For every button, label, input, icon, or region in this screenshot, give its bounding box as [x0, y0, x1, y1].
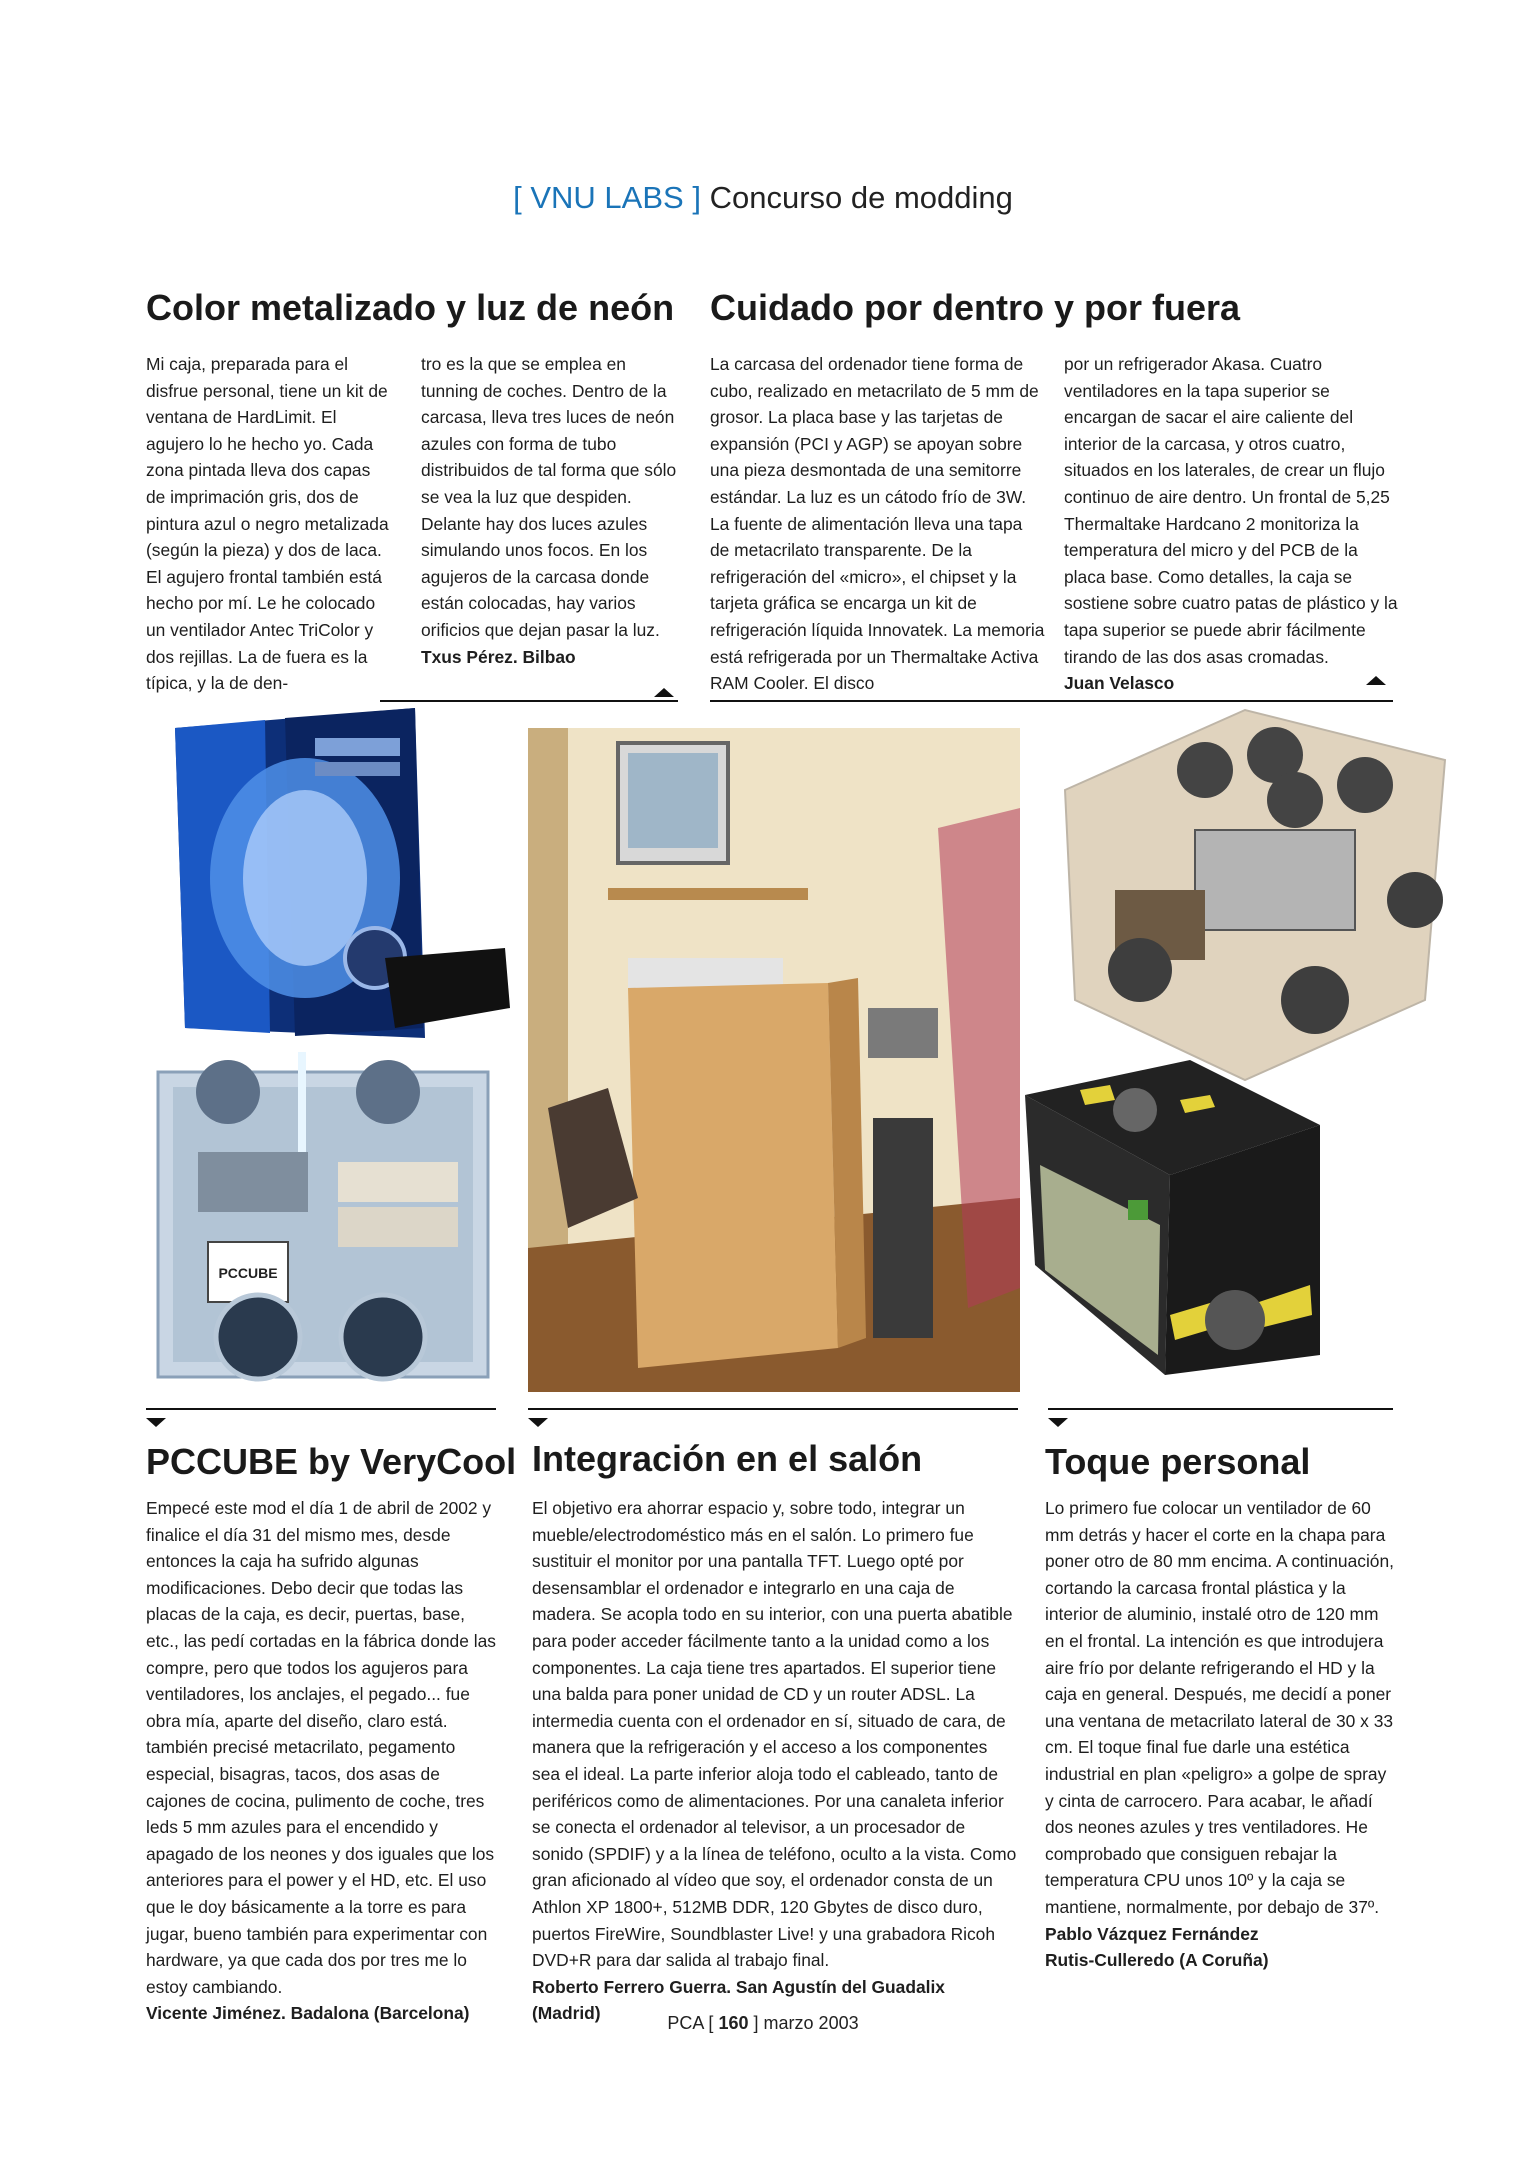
article-title-toque: Toque personal: [1045, 1441, 1311, 1482]
article-toque-text: Lo primero fue colocar un ventilador de 60 mm detrás y hacer el corte en la chapa para poner otro de 80 mm encima. A continuación, cortando la carcasa frontal plástica y la interior de aluminio, instalé otro de 120 mm en el frontal. La intención es que introdujera aire frío por delante refrigerando el HD y la caja en general. Después, me decidí a poner una ventana de metacrilato lateral de 30 x 33 cm. El toque final fue darle una estética industrial en plan «peligro» a golpe de spray y cinta de carrocero. Para acabar, le añadí dos neones azules y tres ventiladores. He comprobado que consiguen rebajar la temperatura CPU unos 10º y la caja se mantiene, normalmente, por debajo de 37º.: [1045, 1498, 1394, 1917]
article-pccube-text: Empecé este mod el día 1 de abril de 2002 y finalice el día 31 del mismo mes, desde entonces la caja ha sufrido algunas modificaciones. Debo decir que todas las placas de la caja, es decir, puertas, base, etc., las pedí cortadas en la fábrica donde las compre, pero que todos los agujeros para ventiladores, los anclajes, el pegado... fue obra mía, aparte del diseño, claro está. también precisé metacrilato, pegamento especial, bisagras, tacos, dos asas de cajones de cocina, pulimento de coche, tres leds 5 mm azules para el encendido y apagado de los neones y dos iguales que los anteriores para el power y el HD, etc. El uso que le doy básicamente a la torre es para jugar, bueno también para experimentar con hardware, ya que cada dos por tres me lo estoy cambiando.: [146, 1498, 496, 1997]
article-cuidado-col2: [1064, 351, 1399, 697]
article-color-text1: Mi caja, preparada para el disfrue personal, tiene un kit de ventana de HardLimit. El agujero lo he hecho yo. Cada zona pintada lleva dos capas de imprimación gris, dos de pintura azul o negro metalizada (según la pieza) y dos de laca. El agujero frontal también está hecho por mí. Le he colocado un ventilador Antec TriColor y dos rejillas. La de fuera es la típica, y la de den-: [146, 354, 389, 694]
triangle-up-icon: [654, 688, 674, 697]
article-salon-text: El objetivo era ahorrar espacio y, sobre todo, integrar un mueble/electrodoméstico más en el salón. Lo primero fue sustituir el monitor por una pantalla TFT. Luego opté por desensamblar el ordenador e integrarlo en una caja de madera. Se acopla todo en su interior, con una puerta abatible para poder acceder fácilmente tanto a la unidad como a los componentes. La caja tiene tres apartados. El superior tiene una balda para poner unidad de CD y un router ADSL. La intermedia cuenta con el ordenador en sí, situado de cara, de manera que la refrigeración y el acceso a los componentes sea el ideal. La parte inferior aloja todo el cableado, tanto de periféricos como de alimentaciones. Por una canaleta inferior se conecta el ordenador al televisor, a un procesador de sonido (SPDIF) y a la línea de teléfono, oculto a la vista. Como gran aficionado al vídeo que soy, el ordenador consta de un Athlon XP 1800+, 512MB DDR, 120 Gbytes de disco duro, puertos FireWire, Soundblaster Live! y una grabadora Ricoh DVD+R para dar salida al trabajo final.: [532, 1498, 1017, 1971]
blue-case-illustration: [155, 708, 515, 1048]
section-topic: Concurso de modding: [709, 180, 1013, 215]
photo-acrylic-cube: [1045, 700, 1475, 1090]
footer-page-number: 160: [718, 2013, 749, 2033]
article-color-text2: tro es la que se emplea en tunning de coches. Dentro de la carcasa, lleva tres luces de neón azules con forma de tubo distribuidos de tal forma que sólo se vea la luz que despiden. Delante hay dos luces azules simulando unos focos. En los agujeros de la carcasa donde están colocadas, hay varios orificios que dejan pasar la luz.: [421, 354, 677, 640]
rule-bottom-left: [146, 1408, 496, 1410]
article-salon-author: Roberto Ferrero Guerra. San Agustín del Guadalix (Madrid): [532, 1976, 945, 2024]
article-title-color: Color metalizado y luz de neón: [146, 287, 675, 328]
article-toque-col: [1045, 1495, 1397, 1974]
photo-pccube: [148, 1052, 500, 1392]
article-salon-col: [532, 1495, 1018, 2027]
rule-bottom-middle: [528, 1408, 1018, 1410]
hazard-case-illustration: [1020, 1055, 1390, 1395]
article-title-salon: Integración en el salón: [532, 1438, 923, 1479]
pccube-photo-label: PCCUBE: [218, 1265, 278, 1281]
triangle-up-icon: [1366, 676, 1386, 685]
article-title-pccube: PCCUBE by VeryCool: [146, 1441, 517, 1482]
article-toque-author1: Pablo Vázquez Fernández: [1045, 1923, 1259, 1944]
section-bracket-open: [: [513, 180, 522, 215]
section-name: VNU LABS: [530, 180, 684, 215]
page-footer: [0, 2013, 1526, 2034]
article-color-col2: [421, 351, 679, 670]
article-cuidado-text2: por un refrigerador Akasa. Cuatro ventiladores en la tapa superior se encargan de sacar el aire caliente del interior de la carcasa, y otros cuatro, situados en los laterales, de crear un flujo continuo de aire dentro. Un frontal de 5,25 Thermaltake Hardcano 2 monitoriza la temperatura del micro y del PCB de la placa base. Como detalles, la caja se sostiene sobre cuatro patas de plástico y la tapa superior se puede abrir fácilmente tirando de las dos asas cromadas.: [1064, 354, 1398, 667]
article-pccube-col: [146, 1495, 498, 2027]
footer-bracket-open: [: [708, 2013, 714, 2033]
article-cuidado-text1: La carcasa del ordenador tiene forma de cubo, realizado en metacrilato de 5 mm de grosor. La placa base y las tarjetas de expansión (PCI y AGP) se apoyan sobre una pieza desmontada de una semitorre estándar. La luz es un cátodo frío de 3W. La fuente de alimentación lleva una tapa de metacrilato transparente. De la refrigeración del «micro», el chipset y la tarjeta gráfica se encarga un kit de refrigeración líquida Innovatek. La memoria está refrigerada por un Thermaltake Activa RAM Cooler. El disco: [710, 354, 1045, 694]
photo-blue-case: [155, 708, 515, 1048]
triangle-down-icon: [1048, 1418, 1068, 1427]
article-cuidado-author: Juan Velasco: [1064, 673, 1175, 694]
article-color-author: Txus Pérez. Bilbao: [421, 646, 576, 667]
triangle-down-icon: [528, 1418, 548, 1427]
triangle-down-icon: [146, 1418, 166, 1427]
article-color-col1: [146, 351, 394, 697]
rule-top-left: [380, 700, 678, 702]
article-pccube-author: Vicente Jiménez. Badalona (Barcelona): [146, 2003, 470, 2024]
article-title-cuidado: Cuidado por dentro y por fuera: [710, 287, 1241, 328]
acrylic-cube-illustration: [1045, 700, 1475, 1090]
article-cuidado-col1: [710, 351, 1045, 697]
footer-date: marzo 2003: [763, 2013, 859, 2033]
article-toque-author2: Rutis-Culleredo (A Coruña): [1045, 1950, 1269, 1971]
footer-magazine: PCA: [667, 2013, 704, 2033]
living-room-illustration: [528, 728, 1020, 1392]
running-head: [0, 180, 1526, 216]
footer-bracket-close: ]: [753, 2013, 759, 2033]
photo-hazard-case: [1020, 1055, 1390, 1395]
section-bracket-close: ]: [692, 180, 701, 215]
pccube-illustration: [148, 1052, 500, 1392]
photo-living-room: [528, 728, 1020, 1392]
rule-bottom-right: [1048, 1408, 1393, 1410]
